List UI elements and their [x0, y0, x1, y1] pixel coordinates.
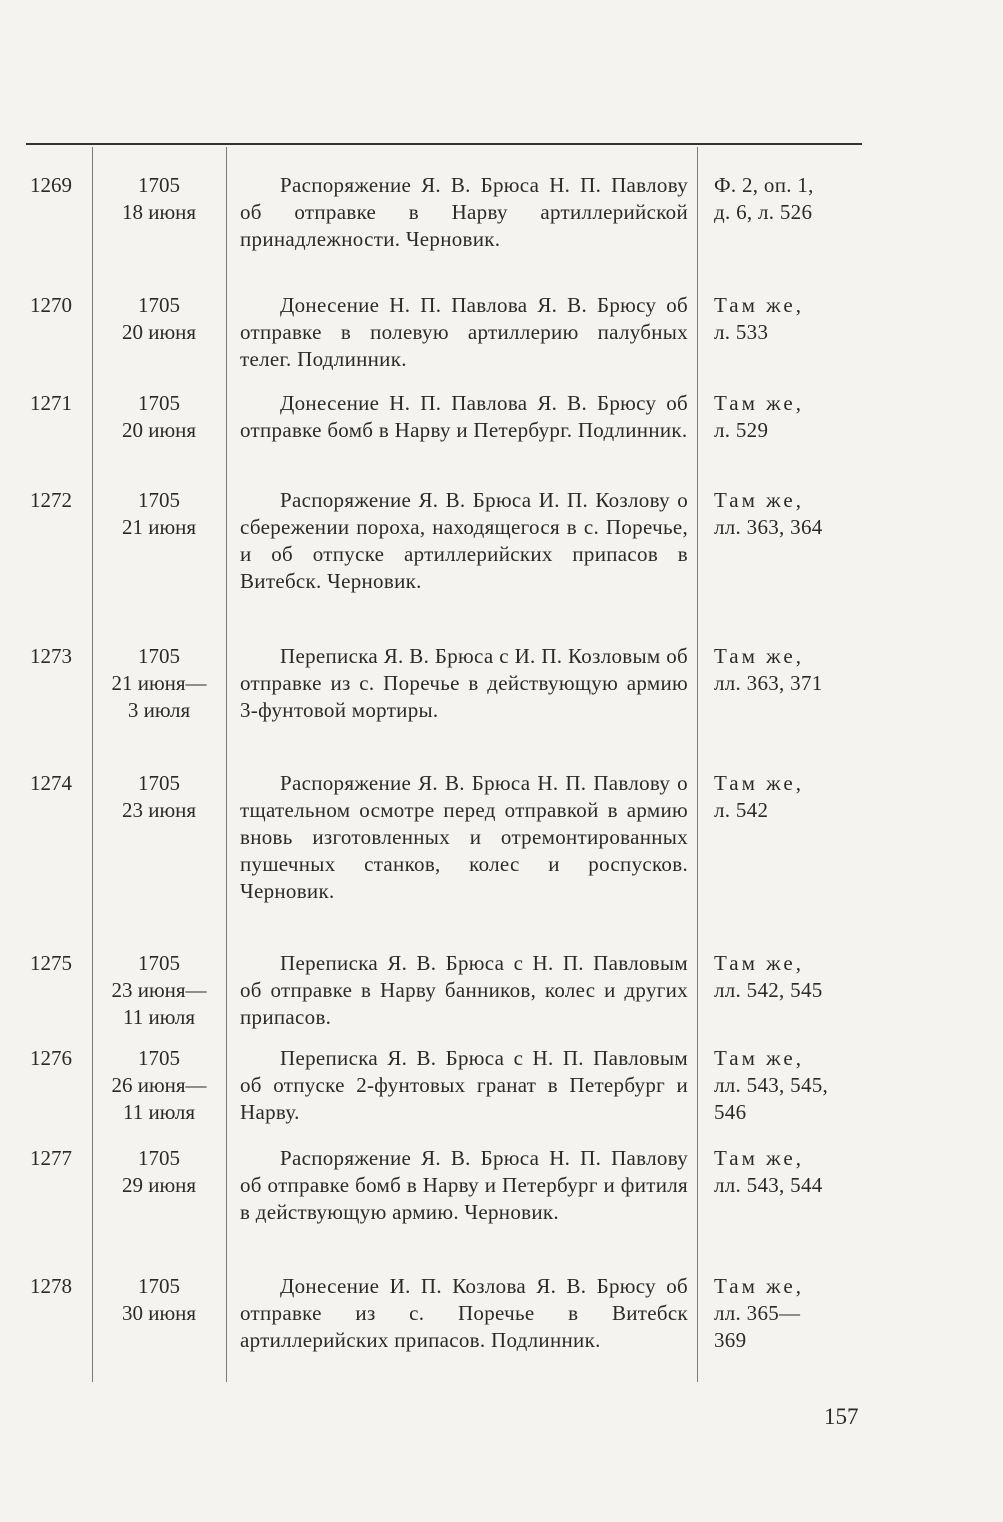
entry-date	[96, 950, 222, 1031]
entry-date	[96, 487, 222, 541]
entry-reference	[714, 390, 864, 444]
entry-description	[240, 1145, 688, 1226]
entry-description-text: Распоряжение Я. В. Брюса Н. П. Павлову об отправке бомб в Нарву и Петербург и фитиля в действующую армию. Черновик.	[240, 1146, 688, 1224]
reference-line: Там же,	[714, 951, 804, 975]
entry-year: 1705	[138, 644, 180, 668]
entry-day: 26 июня—	[111, 1073, 207, 1097]
entry-year: 1705	[138, 951, 180, 975]
entry-year: 1705	[138, 293, 180, 317]
reference-line: Там же,	[714, 1274, 804, 1298]
reference-line: лл. 363, 364	[714, 515, 823, 539]
entry-description-text: Распоряжение Я. В. Брюса И. П. Козлову о сбережении пороха, находящегося в с. Поречье, и об отпуске артиллерийских припасов в Витебск. Черновик.	[240, 488, 688, 593]
reference-line: л. 542	[714, 798, 769, 822]
entry-number: 1274	[30, 771, 72, 795]
entry-day: 20 июня	[121, 320, 197, 344]
page-number: 157	[824, 1404, 859, 1429]
entry-day: 29 июня	[121, 1173, 197, 1197]
entry-day: 23 июня—	[111, 978, 207, 1002]
entry-reference	[714, 172, 864, 226]
entry-date	[96, 1273, 222, 1327]
column-divider-number	[92, 147, 93, 1382]
top-rule	[26, 143, 862, 145]
entry-number: 1271	[30, 391, 72, 415]
reference-line: Там же,	[714, 488, 804, 512]
entry-description-text: Переписка Я. В. Брюса с Н. П. Павловым об отпуске 2-фунтовых гранат в Петербург и Нарву.	[240, 1046, 688, 1124]
entry-date	[96, 1145, 222, 1199]
entry-year: 1705	[138, 1046, 180, 1070]
entry-day: 18 июня	[121, 200, 197, 224]
entry-description-text: Донесение И. П. Козлова Я. В. Брюсу об отправке из с. Поречье в Витебск артиллерийских припасов. Подлинник.	[240, 1274, 688, 1352]
entry-year: 1705	[138, 173, 180, 197]
reference-line: лл. 542, 545	[714, 978, 823, 1002]
entry-number: 1269	[30, 173, 72, 197]
entry-year: 1705	[138, 771, 180, 795]
reference-line: Там же,	[714, 293, 804, 317]
entry-day-end: 11 июля	[122, 1005, 195, 1029]
reference-line: лл. 363, 371	[714, 671, 823, 695]
entry-description	[240, 643, 688, 724]
entry-description	[240, 950, 688, 1031]
entry-description	[240, 1045, 688, 1126]
entry-date	[96, 292, 222, 346]
entry-date	[96, 390, 222, 444]
entry-year: 1705	[138, 391, 180, 415]
entry-description-text: Переписка Я. В. Брюса с И. П. Козловым об отправке из с. Поречье в действующую армию 3-фунтовой мортиры.	[240, 644, 688, 722]
entry-reference	[714, 643, 864, 697]
entry-description	[240, 1273, 688, 1354]
entry-description	[240, 172, 688, 253]
entry-number: 1272	[30, 488, 72, 512]
entry-number: 1270	[30, 293, 72, 317]
entry-day: 21 июня—	[111, 671, 207, 695]
entry-date	[96, 172, 222, 226]
entry-date	[96, 1045, 222, 1126]
entry-reference	[714, 950, 864, 1004]
reference-line: д. 6, л. 526	[714, 200, 813, 224]
reference-line: лл. 543, 545,	[714, 1073, 829, 1097]
entry-reference	[714, 1045, 864, 1126]
entry-description-text: Донесение Н. П. Павлова Я. В. Брюсу об отправке бомб в Нарву и Петербург. Подлинник.	[240, 391, 688, 442]
entry-day-end: 3 июля	[127, 698, 191, 722]
entry-description	[240, 770, 688, 905]
reference-line: лл. 365—	[714, 1301, 801, 1325]
entry-number: 1276	[30, 1046, 72, 1070]
entry-description	[240, 487, 688, 595]
entry-year: 1705	[138, 1274, 180, 1298]
entry-year: 1705	[138, 488, 180, 512]
reference-line: Ф. 2, оп. 1,	[714, 173, 814, 197]
reference-line: л. 529	[714, 418, 769, 442]
entry-reference	[714, 292, 864, 346]
reference-line: лл. 543, 544	[714, 1173, 823, 1197]
entry-description-text: Распоряжение Я. В. Брюса Н. П. Павлову о тщательном осмотре перед отправкой в армию вновь изготовленных и отремонтированных пушечных станков, колес и роспусков. Черновик.	[240, 771, 688, 903]
reference-line: Там же,	[714, 771, 804, 795]
entry-number: 1277	[30, 1146, 72, 1170]
entry-day-end: 11 июля	[122, 1100, 195, 1124]
entry-reference	[714, 487, 864, 541]
entry-day: 30 июня	[121, 1301, 197, 1325]
entry-description	[240, 292, 688, 373]
entry-year: 1705	[138, 1146, 180, 1170]
reference-line: Там же,	[714, 644, 804, 668]
reference-line: Там же,	[714, 1146, 804, 1170]
reference-line: л. 533	[714, 320, 769, 344]
entry-number: 1273	[30, 644, 72, 668]
entry-description-text: Распоряжение Я. В. Брюса Н. П. Павлову об отправке в Нарву артиллерийской принадлежности. Черновик.	[240, 173, 688, 251]
entry-day: 20 июня	[121, 418, 197, 442]
column-divider-date	[226, 147, 227, 1382]
entry-date	[96, 770, 222, 824]
reference-line: Там же,	[714, 1046, 804, 1070]
entry-description-text: Переписка Я. В. Брюса с Н. П. Павловым об отправке в Нарву банников, колес и других припасов.	[240, 951, 688, 1029]
entry-number: 1275	[30, 951, 72, 975]
entry-description-text: Донесение Н. П. Павлова Я. В. Брюсу об отправке в полевую артиллерию палубных телег. Подлинник.	[240, 293, 688, 371]
entry-day: 23 июня	[121, 798, 197, 822]
entry-date	[96, 643, 222, 724]
reference-line: 369	[714, 1328, 747, 1352]
entry-reference	[714, 770, 864, 824]
entry-number: 1278	[30, 1274, 72, 1298]
reference-line: Там же,	[714, 391, 804, 415]
reference-line: 546	[714, 1100, 747, 1124]
column-divider-description	[697, 147, 698, 1382]
entry-day: 21 июня	[121, 515, 197, 539]
entry-description	[240, 390, 688, 444]
entry-reference	[714, 1145, 864, 1199]
entry-reference	[714, 1273, 864, 1354]
